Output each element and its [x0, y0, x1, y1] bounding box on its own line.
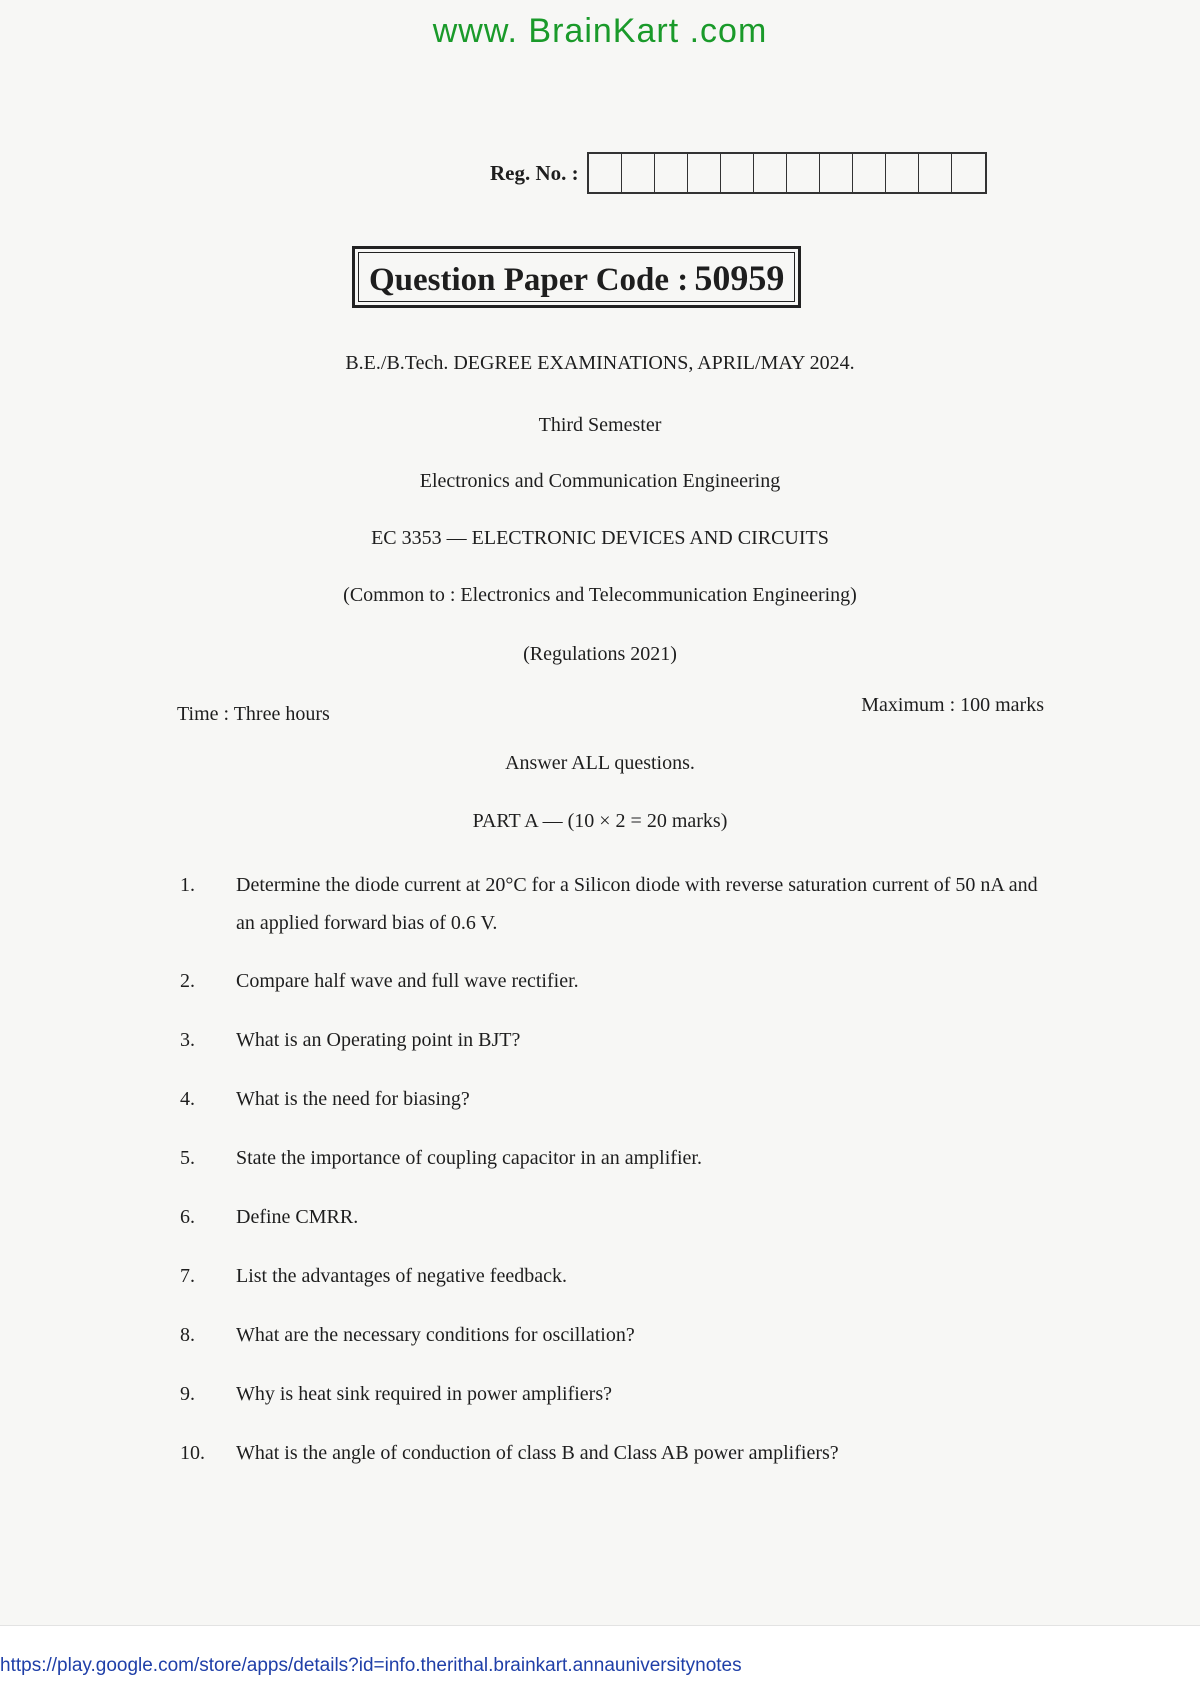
question-text: What are the necessary conditions for oscillation?: [236, 1324, 635, 1346]
question-item: [180, 1080, 1060, 1118]
question-item: [180, 1139, 1060, 1177]
question-text: What is the need for biasing?: [236, 1088, 470, 1110]
question-number: 8.: [180, 1324, 195, 1346]
question-text: List the advantages of negative feedback.: [236, 1265, 567, 1287]
question-text: Define CMRR.: [236, 1206, 359, 1228]
question-item: [180, 1316, 1060, 1354]
question-paper-code: [358, 252, 795, 302]
reg-box: [688, 154, 721, 192]
question-item: [180, 1021, 1060, 1059]
question-text: Compare half wave and full wave rectifier.: [236, 970, 579, 992]
reg-label: Reg. No. :: [490, 160, 579, 185]
reg-box: [886, 154, 919, 192]
instruction: Answer ALL questions.: [505, 752, 695, 774]
question-item: [180, 1434, 1060, 1472]
common-note: (Common to : Electronics and Telecommunication Engineering): [343, 584, 857, 606]
department: Electronics and Communication Engineering: [419, 470, 781, 492]
reg-box: [820, 154, 853, 192]
reg-box: [622, 154, 655, 192]
question-text: What is an Operating point in BJT?: [236, 1029, 521, 1051]
reg-box: [919, 154, 952, 192]
question-text: State the importance of coupling capacitor in an amplifier.: [236, 1147, 702, 1169]
maximum-marks: Maximum : 100 marks: [861, 694, 1044, 716]
exam-duration: Time : Three hours: [177, 703, 330, 725]
question-item: [180, 1198, 1060, 1236]
question-number: 6.: [180, 1206, 195, 1228]
reg-box: [787, 154, 820, 192]
semester: Third Semester: [538, 414, 662, 436]
question-text: Why is heat sink required in power amplifiers?: [236, 1383, 612, 1405]
site-header[interactable]: www. BrainKart .com: [432, 12, 768, 50]
question-number: 2.: [180, 970, 195, 992]
question-number: 10.: [180, 1442, 205, 1464]
question-item: [180, 866, 1060, 942]
question-number: 7.: [180, 1265, 195, 1287]
question-number: 5.: [180, 1147, 195, 1169]
question-number: 9.: [180, 1383, 195, 1405]
exam-title: B.E./B.Tech. DEGREE EXAMINATIONS, APRIL/MAY 2024.: [345, 352, 855, 374]
regulations: (Regulations 2021): [523, 643, 677, 665]
question-number: 3.: [180, 1029, 195, 1051]
question-item: [180, 962, 1060, 1000]
question-text: What is the angle of conduction of class B and Class AB power amplifiers?: [236, 1442, 839, 1464]
reg-box: [655, 154, 688, 192]
question-item: [180, 1257, 1060, 1295]
reg-box: [721, 154, 754, 192]
question-item: [180, 1375, 1060, 1413]
footer-link[interactable]: https://play.google.com/store/apps/details?id=info.therithal.brainkart.annauniversitynotes: [0, 1655, 742, 1676]
question-number: 1.: [180, 874, 195, 896]
course-title: EC 3353 — ELECTRONIC DEVICES AND CIRCUITS: [371, 527, 829, 549]
question-number: 4.: [180, 1088, 195, 1110]
code-label: Question Paper Code :: [369, 262, 689, 298]
part-a-heading: PART A — (10 × 2 = 20 marks): [472, 810, 728, 832]
reg-box: [754, 154, 787, 192]
code-value: 50959: [694, 258, 785, 298]
reg-box: [589, 154, 622, 192]
reg-box: [952, 154, 985, 192]
reg-box: [853, 154, 886, 192]
question-paper-code-box: [352, 246, 801, 308]
question-text: Determine the diode current at 20°C for a Silicon diode with reverse saturation current of 50 nA and an applied forward bias of 0.6 V.: [236, 874, 1038, 934]
reg-number-boxes: [587, 152, 987, 194]
reg-number-row: [490, 152, 987, 194]
